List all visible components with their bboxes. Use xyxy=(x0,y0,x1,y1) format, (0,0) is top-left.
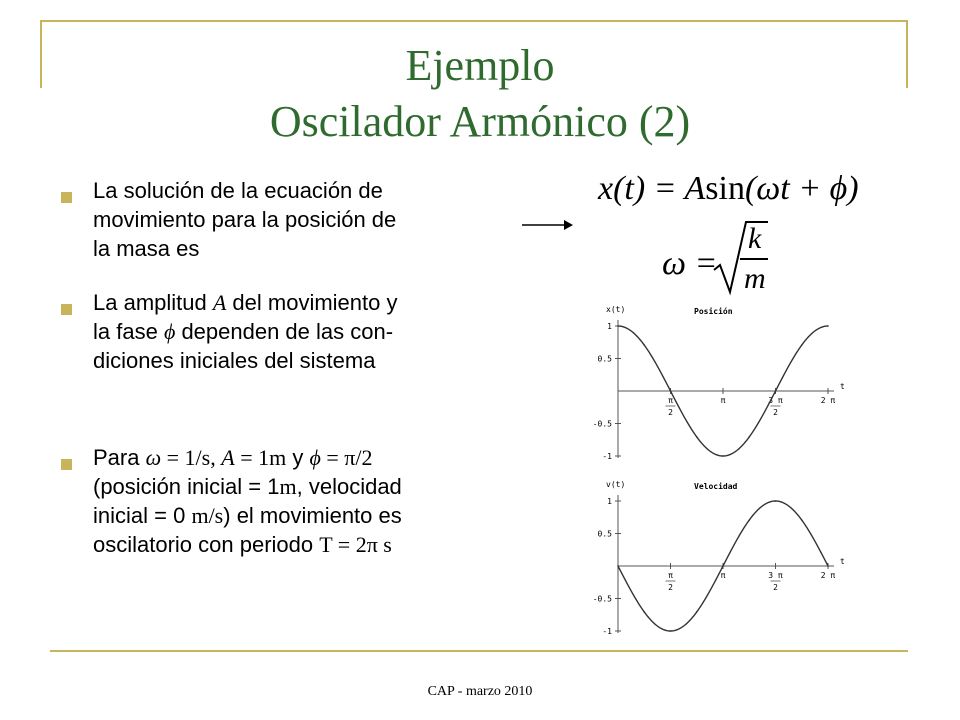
velocity-chart-xtick-num-1: π xyxy=(720,571,726,580)
unit-m-per-s: m/s xyxy=(191,503,224,528)
velocity-chart-ytick-label-0: 1 xyxy=(607,497,612,506)
omega-denominator: m xyxy=(744,262,766,295)
bullet-1-line-2: movimiento para la posición de xyxy=(93,207,397,232)
bullet-2-text-a: La amplitud xyxy=(93,290,213,315)
bullet-3-text-c: , velocidad xyxy=(296,474,402,499)
position-chart-title: Posición xyxy=(694,307,733,316)
bullet-2-text xyxy=(93,288,523,375)
position-equation xyxy=(598,168,859,210)
position-chart-xtick-num-2: 3 π xyxy=(768,396,783,405)
slide-title xyxy=(0,38,960,150)
position-chart-ytick-label-2: -0.5 xyxy=(592,419,612,429)
position-chart xyxy=(588,300,858,470)
velocity-chart-title: Velocidad xyxy=(694,482,738,491)
bullet-3-text-b: (posición inicial = 1 xyxy=(93,474,280,499)
sin-function: sin xyxy=(705,170,745,207)
position-chart-xtick-num-1: π xyxy=(720,396,726,405)
velocity-chart-xtick-den-2: 2 xyxy=(773,583,778,592)
period-value: T = 2π s xyxy=(319,532,392,557)
bullet-3-text-e: ) el movimiento es xyxy=(223,503,402,528)
bullet-3-text-d: inicial = 0 xyxy=(93,503,192,528)
frame-bottom-rule xyxy=(50,650,908,652)
frame-top-rule xyxy=(40,20,908,22)
bullet-1-line-1: La solución de la ecuación de xyxy=(93,178,383,203)
velocity-chart-ytick-label-1: 0.5 xyxy=(597,529,612,539)
bullet-1-line-3: la masa es xyxy=(93,236,200,261)
bullet-3-text xyxy=(93,443,533,559)
bullet-marker-2 xyxy=(61,304,72,315)
position-chart-xtick-den-2: 2 xyxy=(773,408,778,417)
bullet-3-text-f: oscilatorio con periodo xyxy=(93,532,320,557)
bullet-2-text-d: dependen de las con- xyxy=(175,319,394,344)
bullet-1-text xyxy=(93,176,523,263)
conjunction-y: y xyxy=(286,445,310,470)
phase-symbol-2: ϕ xyxy=(309,445,321,470)
omega-symbol: ω xyxy=(145,445,162,470)
arrow-icon xyxy=(520,216,574,234)
phase-value: = π/2 xyxy=(320,445,373,470)
position-chart-ytick-label-3: -1 xyxy=(602,452,612,461)
velocity-chart-xtick-den-0: 2 xyxy=(668,583,673,592)
velocity-chart-ylabel: v(t) xyxy=(606,480,626,489)
bullet-2-text-c: la fase xyxy=(93,319,164,344)
bullet-marker-3 xyxy=(61,459,72,470)
position-chart-ytick-label-1: 0.5 xyxy=(597,354,612,364)
velocity-chart-xtick-num-3: 2 π xyxy=(820,571,836,580)
position-chart-xlabel: t xyxy=(840,382,845,391)
omega-value: = 1/s, xyxy=(161,445,222,470)
position-chart-xtick-num-0: π xyxy=(668,396,673,405)
omega-equation-lhs: ω = xyxy=(662,245,718,282)
bullet-2-line-3: diciones iniciales del sistema xyxy=(93,348,376,373)
amplitude-symbol: A xyxy=(212,290,227,315)
amplitude-value: = 1m xyxy=(234,445,287,470)
velocity-chart-xtick-num-0: π xyxy=(668,571,673,580)
velocity-chart-ytick-label-2: -0.5 xyxy=(592,594,612,604)
position-equation-lhs: x(t) = A xyxy=(598,170,706,207)
position-chart-xtick-den-0: 2 xyxy=(668,408,673,417)
bullet-marker-1 xyxy=(61,192,72,203)
position-chart-ytick-label-0: 1 xyxy=(607,322,612,331)
position-chart-xtick-num-3: 2 π xyxy=(820,396,836,405)
footer-text: CAP - marzo 2010 xyxy=(427,684,533,699)
unit-m: m xyxy=(279,474,297,499)
omega-numerator: k xyxy=(748,222,762,255)
position-chart-ylabel: x(t) xyxy=(606,305,626,314)
amplitude-symbol-2: A xyxy=(221,445,235,470)
velocity-chart xyxy=(588,475,858,645)
phase-symbol: ϕ xyxy=(163,319,176,344)
position-equation-arg: (ωt + ϕ) xyxy=(744,170,859,207)
velocity-chart-xtick-num-2: 3 π xyxy=(768,571,783,580)
velocity-chart-xlabel: t xyxy=(840,557,845,566)
bullet-2-text-b: del movimiento y xyxy=(226,290,398,315)
title-line-2: Oscilador Armónico (2) xyxy=(269,97,691,146)
bullet-3-text-a: Para xyxy=(93,445,146,470)
title-line-1: Ejemplo xyxy=(405,41,555,90)
velocity-chart-ytick-label-3: -1 xyxy=(602,627,612,636)
